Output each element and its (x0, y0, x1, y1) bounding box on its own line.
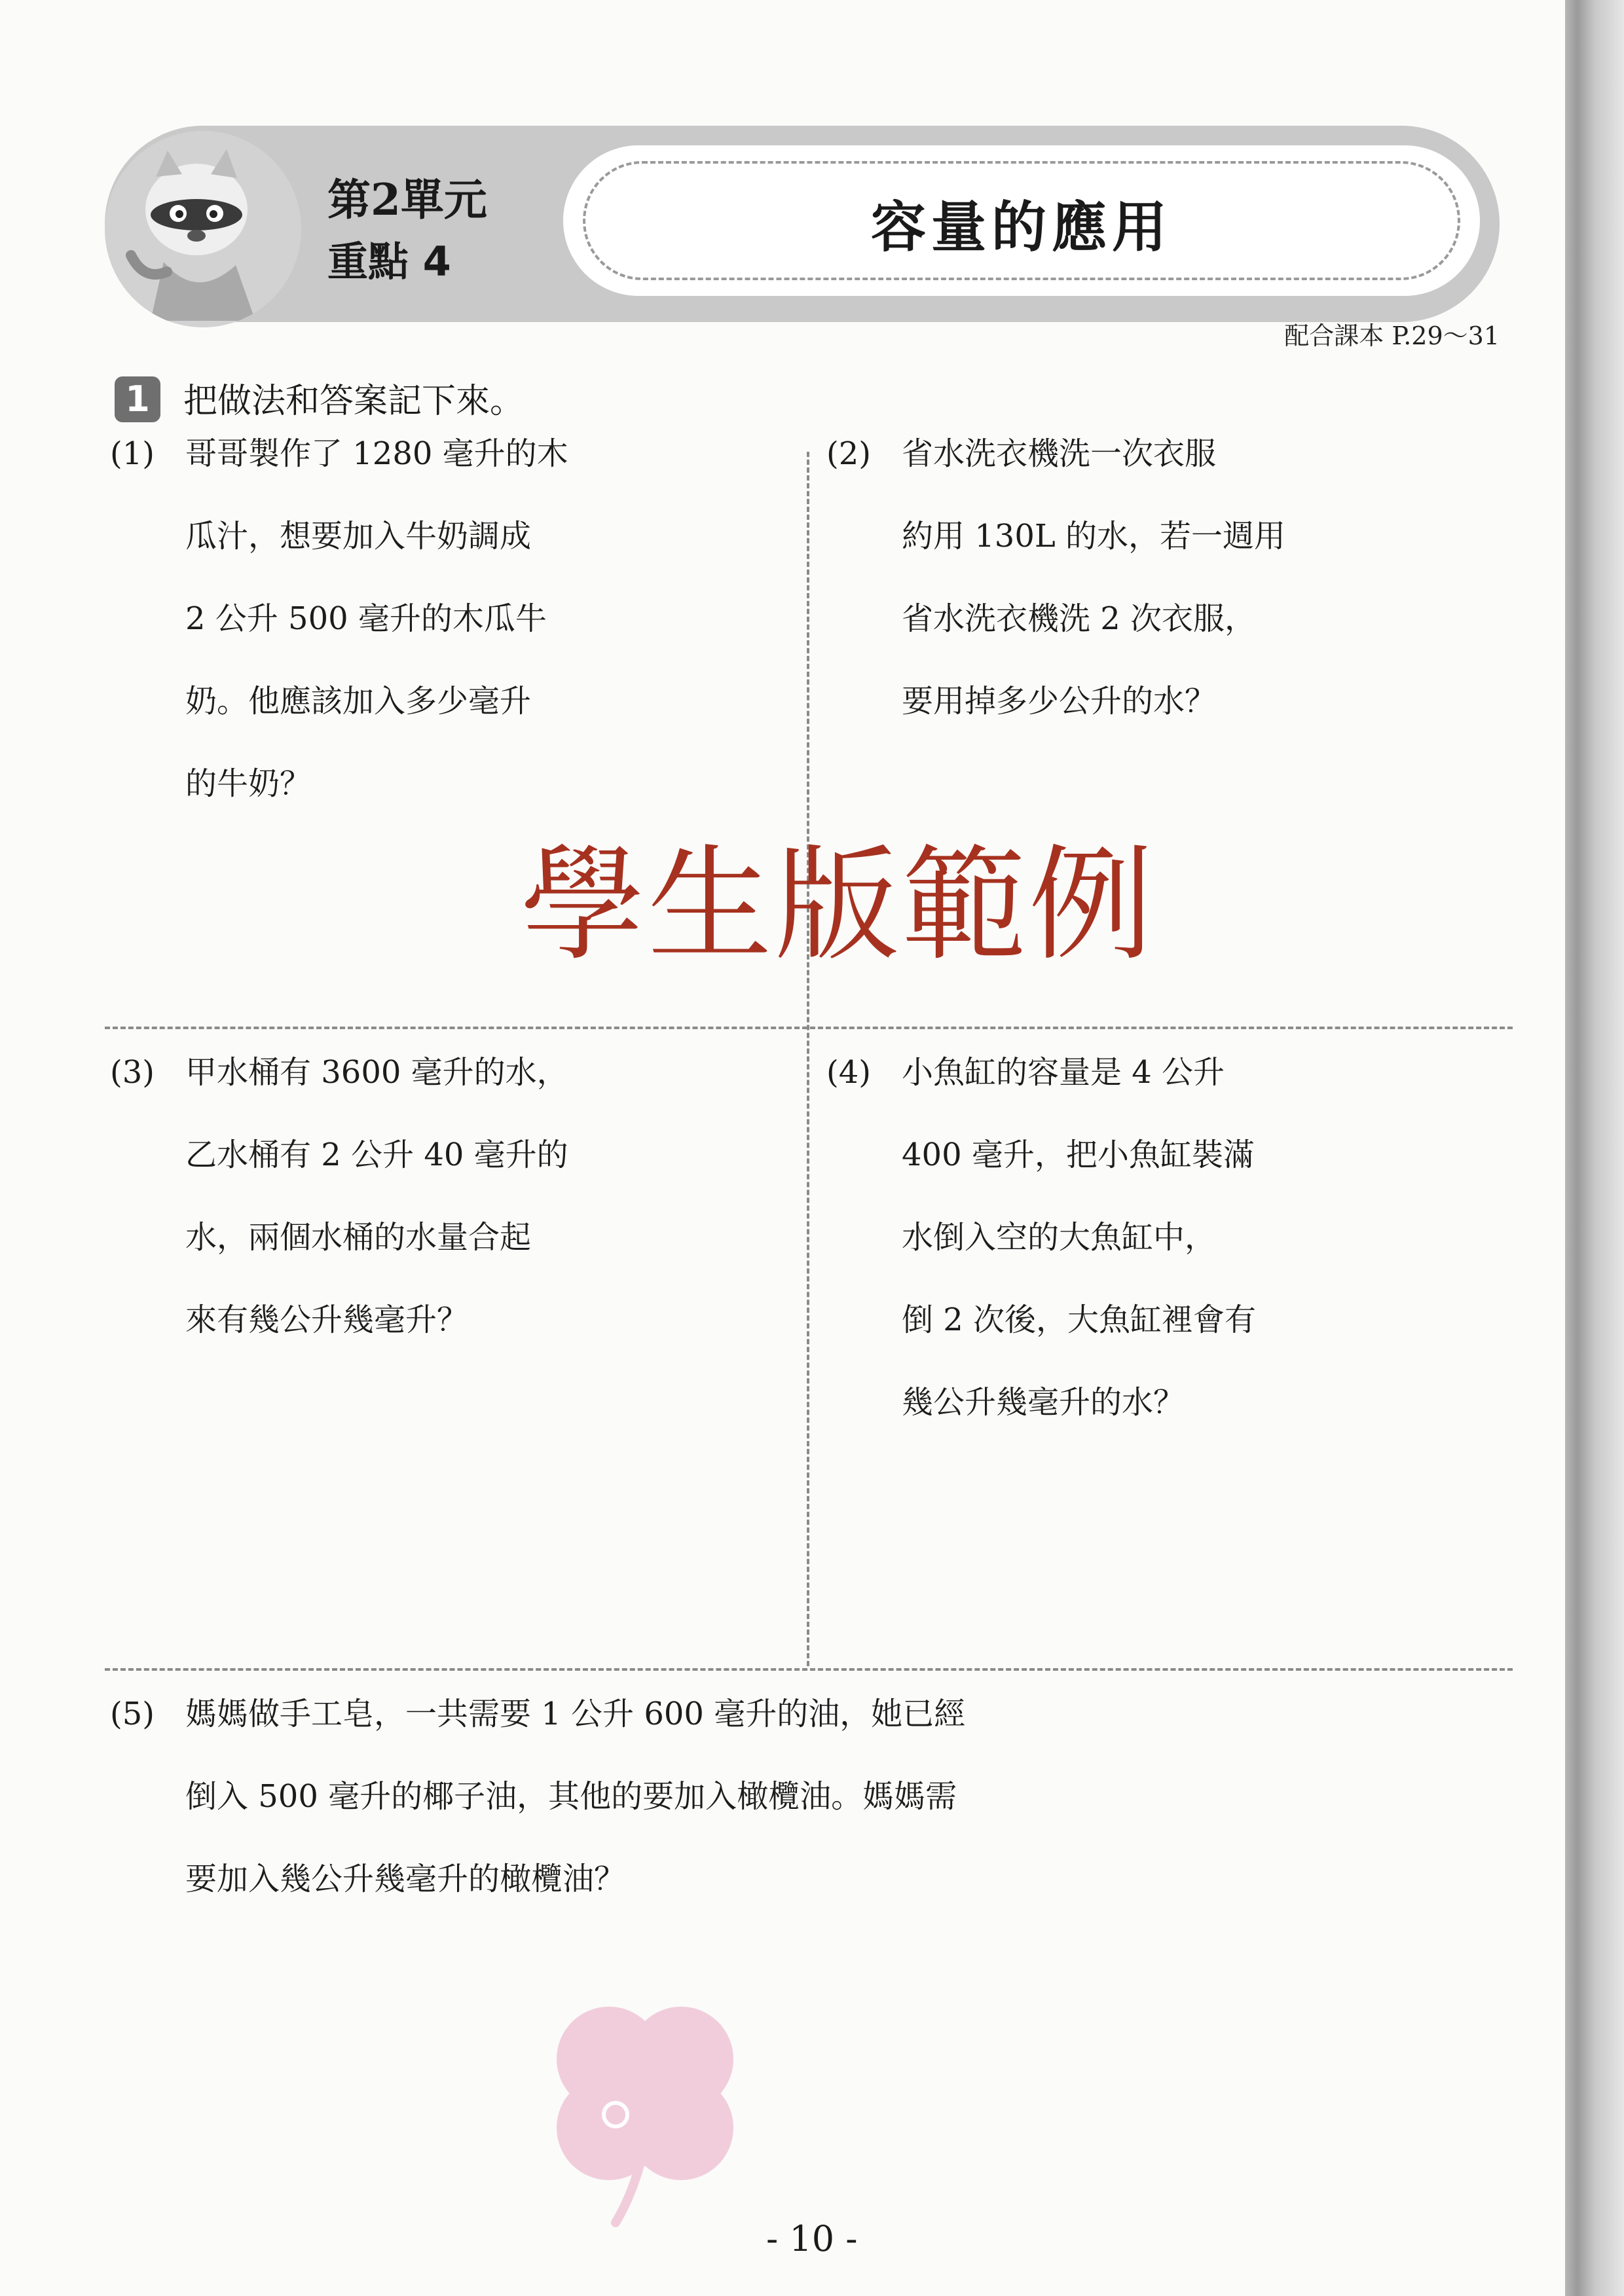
problem-text (185, 1031, 568, 1361)
problem-line: 2 公升 500 毫升的木瓜牛 (185, 600, 547, 637)
problem-line: 瓜汁，想要加入牛奶調成 (185, 518, 532, 555)
unit-box (288, 157, 537, 295)
clover-logo (537, 1994, 753, 2229)
problem-2 (826, 412, 1514, 720)
sample-watermark: 學生版範例 (521, 833, 1156, 977)
textbook-reference: 配合課本 P.29～31 (1284, 321, 1500, 350)
problem-line: 幾公升幾毫升的水？ (902, 1384, 1185, 1421)
problem-line: 省水洗衣機洗 2 次衣服， (902, 600, 1257, 637)
problem-line: 小魚缸的容量是 4 公升 (902, 1054, 1225, 1091)
key-point-label: 重點 4 (327, 238, 451, 285)
problem-line: 400 毫升，把小魚缸裝滿 (902, 1137, 1255, 1173)
problem-line: 媽媽做手工皂，一共需要 1 公升 600 毫升的油，她已經 (185, 1696, 966, 1732)
problem-line: 哥哥製作了 1280 毫升的木 (185, 435, 568, 472)
problem-number: (4) (826, 1054, 871, 1091)
problem-5 (110, 1673, 1518, 1935)
problem-line: 倒入 500 毫升的椰子油，其他的要加入橄欖油。媽媽需 (185, 1778, 957, 1815)
horizontal-divider-middle (105, 1027, 1513, 1029)
horizontal-divider-bottom (105, 1668, 1513, 1671)
unit-label: 第2單元 (327, 174, 487, 225)
problem-3 (110, 1031, 798, 1372)
title-box (563, 145, 1480, 296)
problem-number: (1) (110, 435, 155, 472)
problem-line: 來有幾公升幾毫升？ (185, 1302, 469, 1338)
problem-line: 約用 130L 的水，若一週用 (902, 518, 1286, 555)
problem-line: 水，兩個水桶的水量合起 (185, 1219, 532, 1256)
question-number-badge: 1 (115, 376, 160, 422)
vertical-divider (807, 452, 809, 1666)
question-instruction: 把做法和答案記下來。 (183, 382, 525, 421)
problem-line: 要用掉多少公升的水？ (902, 683, 1217, 720)
problem-text (185, 412, 568, 825)
problem-line: 奶。他應該加入多少毫升 (185, 683, 532, 720)
problem-text (902, 1031, 1256, 1444)
problem-line: 甲水桶有 3600 毫升的水， (185, 1054, 568, 1091)
problem-line: 水倒入空的大魚缸中， (902, 1219, 1217, 1256)
page-title: 容量的應用 (870, 195, 1172, 259)
page-number: - 10 - (766, 2218, 858, 2259)
problem-line: 要加入幾公升幾毫升的橄欖油？ (185, 1861, 626, 1897)
problem-line: 倒 2 次後，大魚缸裡會有 (902, 1302, 1257, 1338)
problem-text (902, 412, 1285, 742)
problem-text (185, 1673, 965, 1920)
problem-number: (2) (826, 435, 871, 472)
problem-4 (826, 1031, 1514, 1421)
problem-number: (5) (110, 1696, 155, 1732)
problem-number: (3) (110, 1054, 155, 1091)
mascot-illustration (105, 131, 301, 327)
problem-line: 乙水桶有 2 公升 40 毫升的 (185, 1137, 568, 1173)
problem-1 (110, 412, 798, 802)
problem-line: 省水洗衣機洗一次衣服 (902, 435, 1217, 472)
problem-line: 的牛奶？ (185, 765, 312, 802)
